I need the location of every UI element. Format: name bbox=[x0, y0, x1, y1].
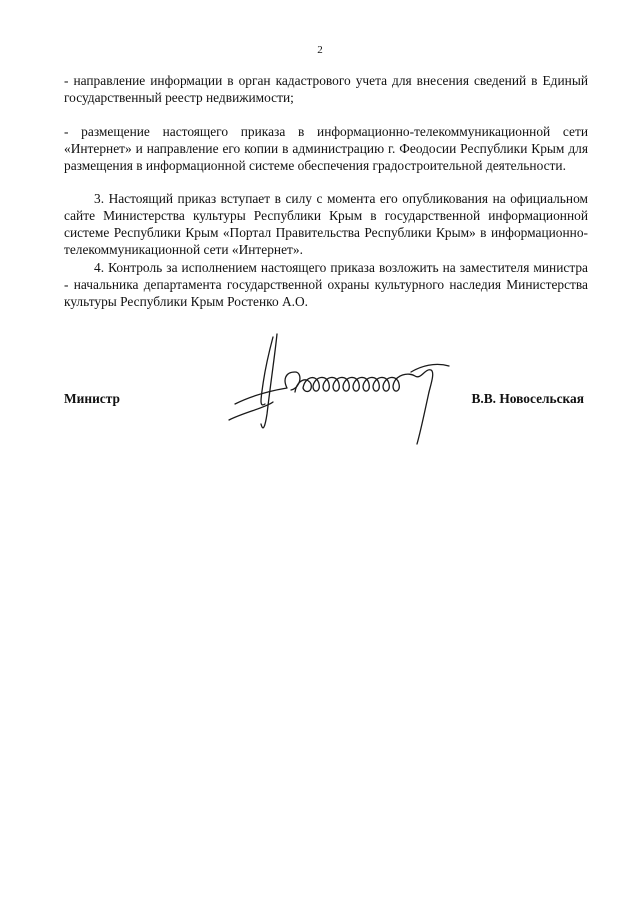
paragraph-cadastral-info: - направление информации в орган кадастрового учета для внесения сведений в Единый государственный реестр недвижимости; bbox=[64, 73, 588, 105]
handwritten-signature bbox=[225, 332, 455, 452]
signatory-name: В.В. Новосельская bbox=[471, 391, 584, 406]
signatory-title: Министр bbox=[64, 391, 120, 406]
paragraph-publication-internet: - размещение настоящего приказа в информационно-телекоммуникационной сети «Интернет» и направление его копии в администрацию г. Феодосии Республики Крым для размещения в информационной системе обеспечения градостроительной деятельности. bbox=[64, 124, 588, 173]
page-number: 2 bbox=[317, 44, 323, 56]
paragraph-control: 4. Контроль за исполнением настоящего приказа возложить на заместителя министра - начальника департамента государственной охраны культурного наследия Министерства культуры Республики Крым Ростенко А.О. bbox=[64, 260, 588, 309]
paragraph-effective-date: 3. Настоящий приказ вступает в силу с момента его опубликования на официальном сайте Министерства культуры Республики Крым в государственной информационной системе Республики Крым «Портал Правительства Республики Крым» в информационно-телекоммуникационной сети «Интернет». bbox=[64, 191, 588, 257]
